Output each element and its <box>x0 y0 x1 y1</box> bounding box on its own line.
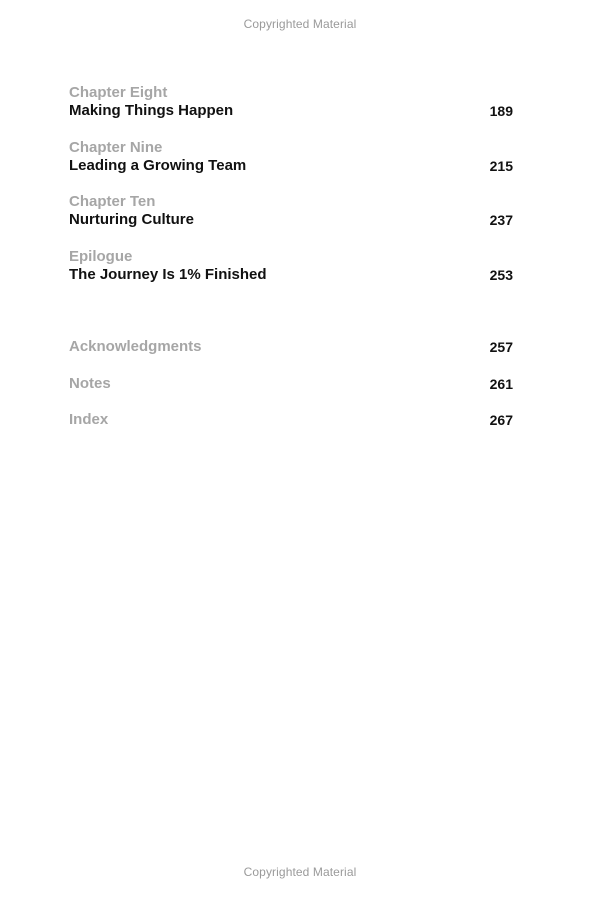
chapter-label: Chapter Nine <box>69 138 163 156</box>
back-matter-label: Notes <box>69 374 111 392</box>
toc-entry-notes <box>69 375 513 412</box>
chapter-page-number: 237 <box>489 212 513 228</box>
toc-entry-index <box>69 411 513 448</box>
back-matter-page-number: 267 <box>489 412 513 428</box>
back-matter-list <box>69 338 513 448</box>
toc-entry-chapter-ten <box>69 193 513 248</box>
chapter-title: The Journey Is 1% Finished <box>69 265 267 283</box>
chapter-label: Chapter Eight <box>69 84 168 101</box>
table-of-contents <box>69 84 513 302</box>
back-matter-page-number: 257 <box>489 339 513 355</box>
chapter-page-number: 253 <box>489 266 513 283</box>
back-matter-label: Acknowledgments <box>69 338 202 355</box>
chapter-label: Epilogue <box>69 247 133 265</box>
chapter-title: Leading a Growing Team <box>69 156 247 174</box>
toc-entry-acknowledgments <box>69 338 513 375</box>
copyright-watermark-bottom: Copyrighted Material <box>243 865 357 879</box>
back-matter-page-number: 261 <box>489 375 513 392</box>
toc-entry-chapter-nine <box>69 139 513 194</box>
back-matter-label: Index <box>69 411 109 428</box>
toc-entry-epilogue <box>69 248 513 303</box>
chapter-label: Chapter Ten <box>69 193 156 210</box>
chapter-title: Making Things Happen <box>69 102 234 119</box>
chapter-title: Nurturing Culture <box>69 211 194 228</box>
chapter-page-number: 215 <box>489 157 513 174</box>
chapter-page-number: 189 <box>489 103 513 119</box>
copyright-watermark-top: Copyrighted Material <box>243 17 357 31</box>
toc-entry-chapter-eight <box>69 84 513 139</box>
